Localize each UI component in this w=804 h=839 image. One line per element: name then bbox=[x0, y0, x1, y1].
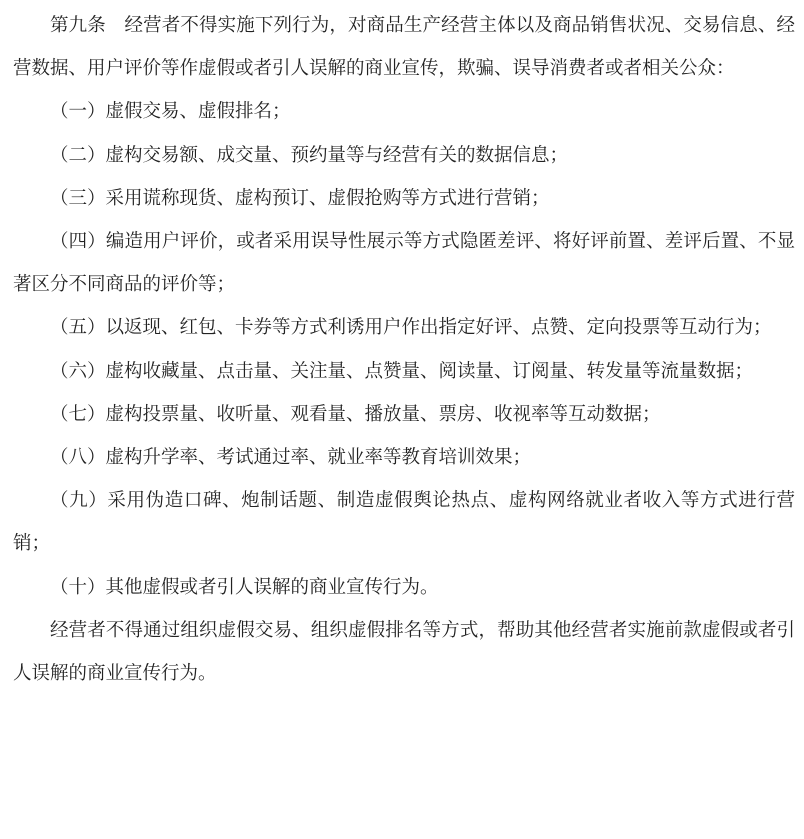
list-item-2: （二）虚构交易额、成交量、预约量等与经营有关的数据信息； bbox=[50, 144, 569, 166]
list-item-6: （六）虚构收藏量、点击量、关注量、点赞量、阅读量、订阅量、转发量等流量数据； bbox=[50, 360, 754, 382]
article-closing: 经营者不得通过组织虚假交易、组织虚假排名等方式，帮助其他经营者实施前款虚假或者引人误解的商业宣传行为。 bbox=[13, 619, 795, 685]
article-intro: 第九条 经营者不得实施下列行为，对商品生产经营主体以及商品销售状况、交易信息、经营数据、用户评价等作虚假或者引人误解的商业宣传，欺骗、误导消费者或者相关公众： bbox=[13, 15, 795, 80]
list-item-8: （八）虚构升学率、考试通过率、就业率等教育培训效果； bbox=[50, 447, 532, 469]
list-item-3: （三）采用谎称现货、虚构预订、虚假抢购等方式进行营销； bbox=[50, 187, 550, 209]
list-item-7: （七）虚构投票量、收听量、观看量、播放量、票房、收视率等互动数据； bbox=[50, 403, 661, 425]
list-item-10: （十）其他虚假或者引人误解的商业宣传行为。 bbox=[50, 576, 439, 598]
document-body bbox=[13, 4, 795, 695]
list-item-4: （四）编造用户评价，或者采用误导性展示等方式隐匿差评、将好评前置、差评后置、不显著区分不同商品的评价等； bbox=[13, 231, 795, 296]
list-item-1: （一）虚假交易、虚假排名； bbox=[50, 101, 291, 123]
list-item-9: （九）采用伪造口碑、炮制话题、制造虚假舆论热点、虚构网络就业者收入等方式进行营销； bbox=[13, 490, 795, 555]
list-item-5: （五）以返现、红包、卡券等方式利诱用户作出指定好评、点赞、定向投票等互动行为； bbox=[50, 317, 772, 339]
